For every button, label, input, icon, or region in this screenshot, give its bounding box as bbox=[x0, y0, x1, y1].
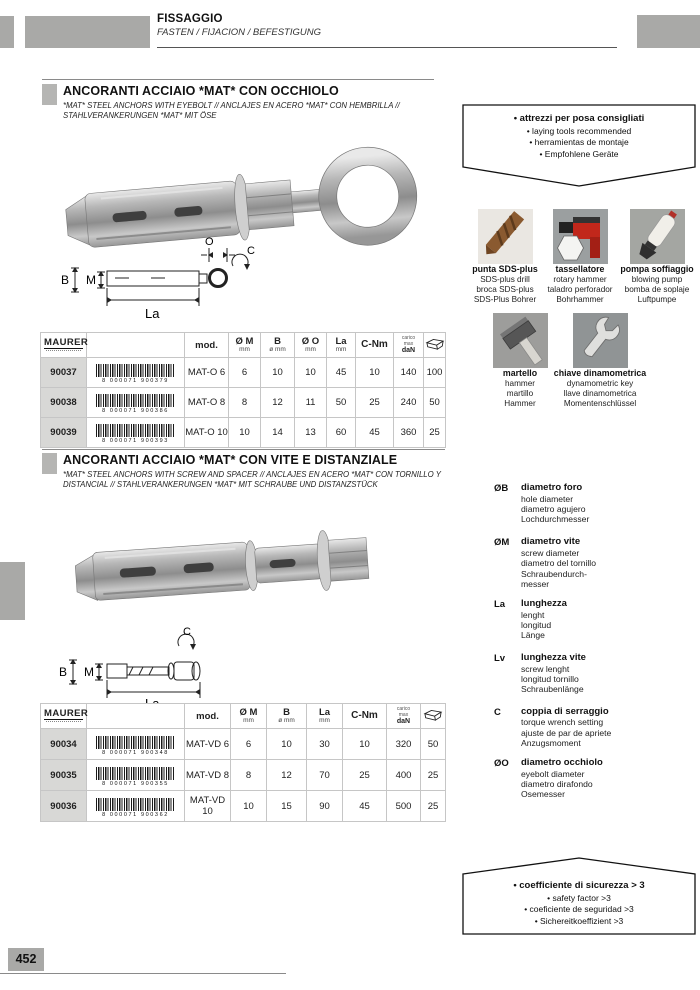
do-value: 10 bbox=[295, 358, 327, 388]
barcode-cell bbox=[87, 358, 185, 388]
barcode-header-cell bbox=[87, 704, 185, 729]
barcode-cell bbox=[87, 729, 185, 760]
col-header-b: B ø mm bbox=[267, 704, 307, 729]
dm-value: 8 bbox=[231, 760, 267, 791]
recommended-tools-box bbox=[462, 104, 696, 188]
brand-logo: MAURER bbox=[44, 708, 89, 719]
dan-value: 400 bbox=[387, 760, 421, 791]
header-left-bar bbox=[25, 16, 150, 48]
model-cell: MAT-O 8 bbox=[185, 388, 229, 418]
dm-value: 10 bbox=[231, 791, 267, 822]
la-value: 30 bbox=[307, 729, 343, 760]
la-value: 45 bbox=[327, 358, 356, 388]
legend-line: torque wrench setting bbox=[521, 717, 604, 728]
legend-line: messer bbox=[521, 578, 550, 589]
tool-item-sds-drill bbox=[466, 209, 544, 305]
b-value: 12 bbox=[267, 760, 307, 791]
article-code: 90036 bbox=[41, 791, 87, 822]
barcode-number: 8 000071 900379 bbox=[102, 378, 169, 384]
legend-key: Lv bbox=[494, 653, 506, 665]
b-value: 15 bbox=[267, 791, 307, 822]
cnm-value: 10 bbox=[356, 358, 394, 388]
section1-subtitle: *MAT* STEEL ANCHORS WITH EYEBOLT // ANCLAJES EN ACERO *MAT* CON HEMBRILLA // STAHLVERANKERUNGEN *MAT* MIT ÖSE bbox=[63, 101, 400, 121]
dimension-drawing-2 bbox=[55, 624, 240, 714]
legend-line: Schraubendurch- bbox=[521, 568, 587, 579]
blowing-pump-icon bbox=[630, 209, 685, 264]
legend-term: diametro vite bbox=[521, 536, 581, 548]
legend-term: lunghezza vite bbox=[521, 652, 586, 664]
do-value: 11 bbox=[295, 388, 327, 418]
b-value: 12 bbox=[261, 388, 295, 418]
tool-line: SDS-plus drill bbox=[480, 274, 530, 284]
safety-factor-box bbox=[462, 856, 696, 936]
legend-line: screw lenght bbox=[521, 664, 570, 675]
tool-name: tassellatore bbox=[555, 264, 605, 274]
table-row bbox=[41, 418, 446, 448]
legend-key: La bbox=[494, 598, 506, 610]
header-right-bar bbox=[637, 15, 700, 48]
pack-value: 100 bbox=[424, 358, 446, 388]
model-cell: MAT-VD 10 bbox=[185, 791, 231, 822]
legend-line: lenght bbox=[521, 609, 545, 620]
dan-value: 320 bbox=[387, 729, 421, 760]
brand-logo-cell bbox=[41, 333, 87, 358]
col-header-dm: Ø M mm bbox=[229, 333, 261, 358]
brand-logo: MAURER bbox=[44, 337, 89, 348]
tool-item-blowing-pump bbox=[618, 209, 696, 305]
article-code: 90037 bbox=[41, 358, 87, 388]
tool-line: Luftpumpe bbox=[637, 294, 677, 304]
legend-line: longitud tornillo bbox=[521, 674, 579, 685]
dm-value: 8 bbox=[229, 388, 261, 418]
table-header-row bbox=[41, 704, 446, 729]
section1-bullet bbox=[42, 84, 57, 105]
legend-item bbox=[494, 653, 684, 694]
barcode-image bbox=[96, 767, 175, 780]
tool-line: dynamometric key bbox=[566, 378, 634, 388]
product-photo-screw-anchor bbox=[62, 503, 407, 638]
dan-value: 140 bbox=[394, 358, 424, 388]
barcode-image bbox=[96, 798, 175, 811]
table-row bbox=[41, 760, 446, 791]
dan-value: 240 bbox=[394, 388, 424, 418]
article-code: 90038 bbox=[41, 388, 87, 418]
legend-item bbox=[494, 537, 684, 588]
section2-title: ANCORANTI ACCIAIO *MAT* CON VITE E DISTANZIALE bbox=[63, 453, 398, 467]
legend-line: Lochdurchmesser bbox=[521, 514, 590, 525]
tool-name: chiave dinamometrica bbox=[553, 368, 647, 378]
dm-value: 6 bbox=[229, 358, 261, 388]
col-header-mod: mod. bbox=[185, 333, 229, 358]
dm-value: 10 bbox=[229, 418, 261, 448]
barcode-image bbox=[96, 424, 175, 437]
la-value: 60 bbox=[327, 418, 356, 448]
tools-box-line: • herramientas de montaje bbox=[529, 137, 629, 148]
la-value: 70 bbox=[307, 760, 343, 791]
la-value: 50 bbox=[327, 388, 356, 418]
barcode-cell bbox=[87, 388, 185, 418]
tool-line: martillo bbox=[506, 388, 534, 398]
pack-value: 25 bbox=[424, 418, 446, 448]
legend-item bbox=[494, 707, 684, 748]
tool-line: bomba de soplaje bbox=[624, 284, 690, 294]
drill-bit-icon bbox=[478, 209, 533, 264]
barcode-number: 8 000071 900362 bbox=[102, 811, 169, 818]
model-cell: MAT-VD 8 bbox=[185, 760, 231, 791]
brand-logo-subline bbox=[46, 721, 81, 724]
col-header-la: La mm bbox=[327, 333, 356, 358]
cnm-value: 10 bbox=[343, 729, 387, 760]
page-title: FISSAGGIO bbox=[157, 13, 223, 25]
table-row bbox=[41, 388, 446, 418]
spec-table-2 bbox=[40, 703, 446, 822]
dim-label-la: La bbox=[145, 306, 160, 321]
page-edge-tab bbox=[0, 562, 25, 620]
safety-box-line: • safety factor >3 bbox=[547, 892, 611, 903]
legend-term: diametro occhiolo bbox=[521, 756, 603, 768]
header-rule bbox=[157, 47, 617, 48]
package-box-icon bbox=[425, 337, 445, 350]
tool-name: pompa soffiaggio bbox=[620, 264, 694, 274]
model-cell: MAT-VD 6 bbox=[185, 729, 231, 760]
dim-label-o: O bbox=[205, 236, 214, 248]
tool-line: hammer bbox=[504, 378, 536, 388]
col-header-cnm: C-Nm bbox=[356, 333, 394, 358]
dimension-legend bbox=[494, 483, 684, 810]
footer-rule bbox=[0, 973, 286, 974]
legend-line: diametro agujero bbox=[521, 504, 586, 515]
safety-box-line: • Sichereitkoeffizient >3 bbox=[534, 915, 624, 926]
header-edge-bar bbox=[0, 16, 14, 48]
legend-term: coppia di serraggio bbox=[521, 705, 609, 717]
torque-wrench-icon bbox=[573, 313, 628, 368]
technical-drawing-eyebolt bbox=[55, 234, 255, 324]
legend-key: ØB bbox=[494, 483, 509, 494]
barcode-image bbox=[96, 394, 175, 407]
dan-value: 500 bbox=[387, 791, 421, 822]
legend-key: ØM bbox=[494, 537, 510, 549]
brand-logo-subline bbox=[46, 350, 81, 353]
legend-line: ajuste de par de apriete bbox=[521, 727, 612, 738]
legend-term: diametro foro bbox=[521, 482, 583, 493]
tool-line: llave dinamometrica bbox=[563, 388, 637, 398]
col-header-cnm: C-Nm bbox=[343, 704, 387, 729]
dan-value: 360 bbox=[394, 418, 424, 448]
pack-value: 25 bbox=[421, 760, 446, 791]
section2-bullet bbox=[42, 453, 57, 474]
tool-line: Momentenschlüssel bbox=[563, 398, 637, 408]
col-header-do: Ø O mm bbox=[295, 333, 327, 358]
dim-label-m: M bbox=[84, 665, 94, 679]
col-header-pack bbox=[424, 333, 446, 358]
table-screw-anchors bbox=[40, 703, 446, 822]
dim-label-b: B bbox=[59, 665, 68, 679]
barcode-number: 8 000071 900386 bbox=[102, 408, 169, 414]
tool-line: blowing pump bbox=[631, 274, 683, 284]
brand-logo-cell bbox=[41, 704, 87, 729]
model-cell: MAT-O 10 bbox=[185, 418, 229, 448]
legend-line: Osemesser bbox=[521, 789, 565, 800]
b-value: 10 bbox=[267, 729, 307, 760]
barcode-cell bbox=[87, 760, 185, 791]
tool-item-rotary-hammer bbox=[541, 209, 619, 305]
barcode-header-cell bbox=[87, 333, 185, 358]
b-value: 14 bbox=[261, 418, 295, 448]
model-cell: MAT-O 6 bbox=[185, 358, 229, 388]
tool-line: Bohrhammer bbox=[556, 294, 604, 304]
tools-box-line: • laying tools recommended bbox=[526, 125, 632, 136]
article-code: 90034 bbox=[41, 729, 87, 760]
dimension-drawing-1 bbox=[55, 234, 255, 324]
article-code: 90039 bbox=[41, 418, 87, 448]
barcode-number: 8 000071 900355 bbox=[102, 780, 169, 787]
table-row bbox=[41, 729, 446, 760]
tool-item-torque-wrench bbox=[534, 313, 666, 409]
tool-line: taladro perforador bbox=[547, 284, 613, 294]
section1-rule bbox=[42, 79, 434, 80]
barcode-image bbox=[96, 736, 175, 749]
cnm-value: 25 bbox=[343, 760, 387, 791]
cnm-value: 25 bbox=[356, 388, 394, 418]
col-header-la: La mm bbox=[307, 704, 343, 729]
dim-label-b: B bbox=[61, 273, 70, 287]
pack-value: 50 bbox=[421, 729, 446, 760]
table-eyebolt-anchors bbox=[40, 332, 446, 448]
tools-box-line: • Empfohlene Geräte bbox=[539, 148, 619, 159]
legend-item bbox=[494, 483, 684, 524]
col-header-load: carico max daN bbox=[387, 704, 421, 729]
tool-name: punta SDS-plus bbox=[472, 264, 538, 274]
legend-line: eyebolt diameter bbox=[521, 768, 585, 779]
legend-line: Schraubenlänge bbox=[521, 684, 584, 695]
barcode-cell bbox=[87, 418, 185, 448]
dim-label-c: C bbox=[183, 626, 191, 638]
tool-line: broca SDS-plus bbox=[476, 284, 534, 294]
legend-line: longitud bbox=[521, 619, 552, 630]
section2-rule bbox=[42, 449, 445, 450]
pack-value: 25 bbox=[421, 791, 446, 822]
pack-value: 50 bbox=[424, 388, 446, 418]
cnm-value: 45 bbox=[356, 418, 394, 448]
tool-line: SDS-Plus Bohrer bbox=[473, 294, 537, 304]
safety-box-line: • coeficiente de seguridad >3 bbox=[524, 904, 634, 915]
screw-anchor-image bbox=[62, 503, 407, 638]
legend-line: screw diameter bbox=[521, 548, 580, 559]
barcode-cell bbox=[87, 791, 185, 822]
package-box-icon bbox=[423, 708, 443, 721]
section1-title: ANCORANTI ACCIAIO *MAT* CON OCCHIOLO bbox=[63, 84, 339, 98]
legend-line: diametro del tornillo bbox=[521, 558, 596, 569]
dim-label-c: C bbox=[247, 245, 255, 257]
legend-term: lunghezza bbox=[521, 597, 567, 609]
page-subtitle: FASTEN / FIJACION / BEFESTIGUNG bbox=[157, 27, 321, 38]
col-header-load: carico max daN bbox=[394, 333, 424, 358]
table-row bbox=[41, 791, 446, 822]
legend-item bbox=[494, 599, 684, 640]
do-value: 13 bbox=[295, 418, 327, 448]
barcode-image bbox=[96, 364, 175, 377]
tool-line: rotary hammer bbox=[553, 274, 607, 284]
col-header-pack bbox=[421, 704, 446, 729]
b-value: 10 bbox=[261, 358, 295, 388]
col-header-b: B ø mm bbox=[261, 333, 295, 358]
col-header-mod: mod. bbox=[185, 704, 231, 729]
barcode-number: 8 000071 900348 bbox=[102, 749, 169, 756]
legend-line: diametro dirafondo bbox=[521, 778, 593, 789]
table-header-row bbox=[41, 333, 446, 358]
la-value: 90 bbox=[307, 791, 343, 822]
rotary-hammer-icon bbox=[553, 209, 608, 264]
tool-line: Hammer bbox=[504, 398, 536, 408]
table-row bbox=[41, 358, 446, 388]
col-header-dm: Ø M mm bbox=[231, 704, 267, 729]
section2-subtitle: *MAT* STEEL ANCHORS WITH SCREW AND SPACER // ANCLAJES EN ACERO *MAT* CON TORNILLO Y DISTANCIAL // STAHLVERANKERUNGEN *MAT* MIT SCHRAUBE UND DISTANZSTÜCK bbox=[63, 470, 441, 490]
cnm-value: 45 bbox=[343, 791, 387, 822]
safety-box-title: • coefficiente di sicurezza > 3 bbox=[513, 880, 645, 891]
technical-drawing-screw bbox=[55, 624, 240, 714]
spec-table-1 bbox=[40, 332, 446, 448]
legend-item bbox=[494, 758, 684, 799]
page-number: 452 bbox=[8, 948, 44, 971]
tool-name: martello bbox=[502, 368, 538, 378]
legend-key: C bbox=[494, 706, 501, 718]
tools-box-title: • attrezzi per posa consigliati bbox=[513, 113, 645, 124]
legend-key: ØO bbox=[494, 757, 509, 769]
legend-line: Anzugsmoment bbox=[521, 737, 581, 748]
dm-value: 6 bbox=[231, 729, 267, 760]
legend-line: hole diameter bbox=[521, 493, 574, 504]
article-code: 90035 bbox=[41, 760, 87, 791]
barcode-number: 8 000071 900393 bbox=[102, 438, 169, 444]
legend-line: Länge bbox=[521, 630, 545, 641]
dim-label-m: M bbox=[86, 273, 96, 287]
